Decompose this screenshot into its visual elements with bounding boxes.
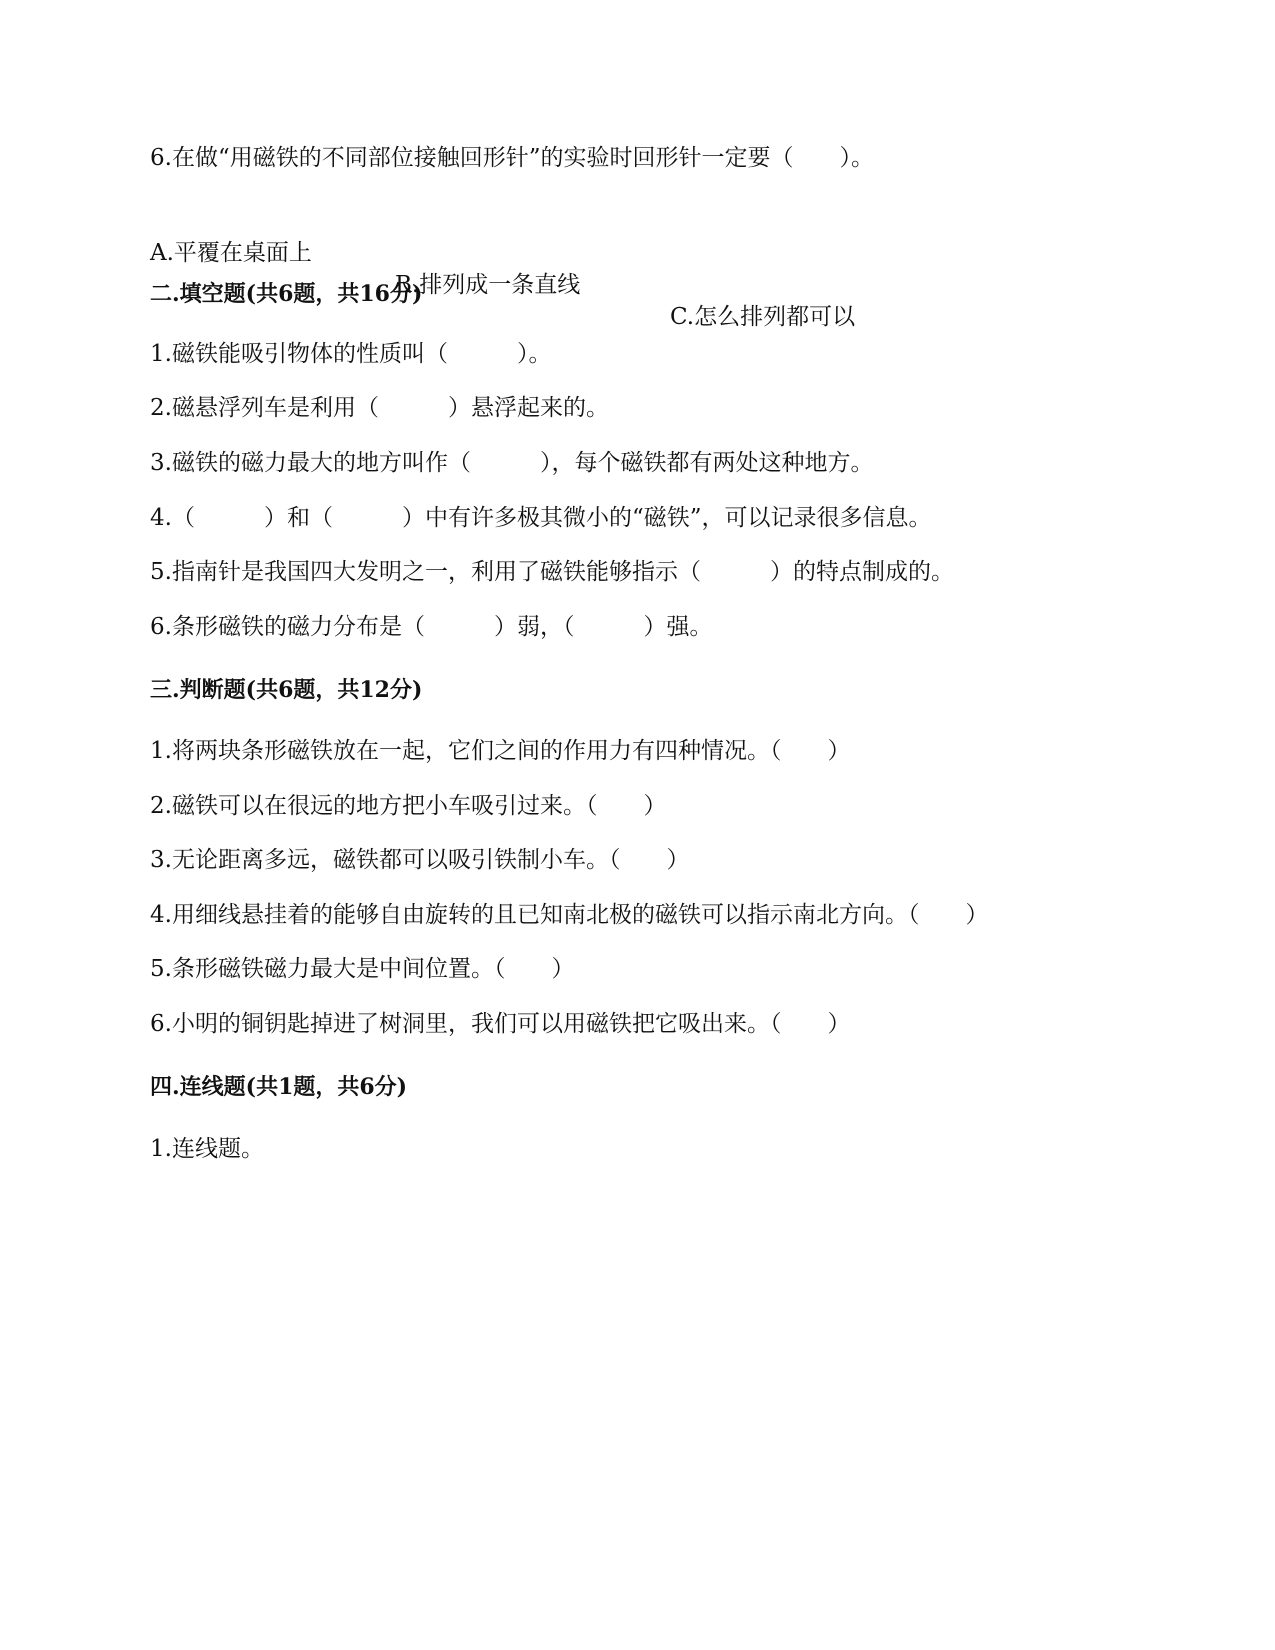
question-3-1: 1.将两块条形磁铁放在一起，它们之间的作用力有四种情况。（ ） (150, 738, 851, 764)
question-3-4: 4.用细线悬挂着的能够自由旋转的且已知南北极的磁铁可以指示南北方向。（ ） (150, 902, 989, 928)
question-3-3: 3.无论距离多远，磁铁都可以吸引铁制小车。（ ） (150, 847, 690, 873)
question-3-6: 6.小明的铜钥匙掉进了树洞里，我们可以用磁铁把它吸出来。（ ） (150, 1011, 851, 1037)
question-2-2: 2.磁悬浮列车是利用（ ）悬浮起来的。 (150, 395, 609, 421)
question-2-5: 5.指南针是我国四大发明之一，利用了磁铁能够指示（ ）的特点制成的。 (150, 559, 954, 585)
question-3-2: 2.磁铁可以在很远的地方把小车吸引过来。（ ） (150, 793, 667, 819)
section-3-heading: 三.判断题(共6题，共12分) (150, 677, 423, 703)
section-2-heading: 二.填空题(共6题，共16分) (150, 281, 423, 307)
question-2-4: 4.（ ）和（ ）中有许多极其微小的“磁铁”，可以记录很多信息。 (150, 505, 932, 531)
question-2-1: 1.磁铁能吸引物体的性质叫（ ）。 (150, 341, 552, 367)
option-a: A.平覆在桌面上 (150, 240, 312, 266)
question-2-6: 6.条形磁铁的磁力分布是（ ）弱，（ ）强。 (150, 614, 713, 640)
option-b: B.排列成一条直线 (395, 272, 581, 298)
question-3-5: 5.条形磁铁磁力最大是中间位置。（ ） (150, 956, 575, 982)
question-1-6: 6.在做“用磁铁的不同部位接触回形针”的实验时回形针一定要（ ）。 (150, 145, 874, 171)
question-2-3: 3.磁铁的磁力最大的地方叫作（ ），每个磁铁都有两处这种地方。 (150, 450, 874, 476)
option-c: C.怎么排列都可以 (670, 304, 856, 330)
section-4-heading: 四.连线题(共1题，共6分) (150, 1074, 408, 1100)
question-4-1: 1.连线题。 (150, 1136, 264, 1162)
